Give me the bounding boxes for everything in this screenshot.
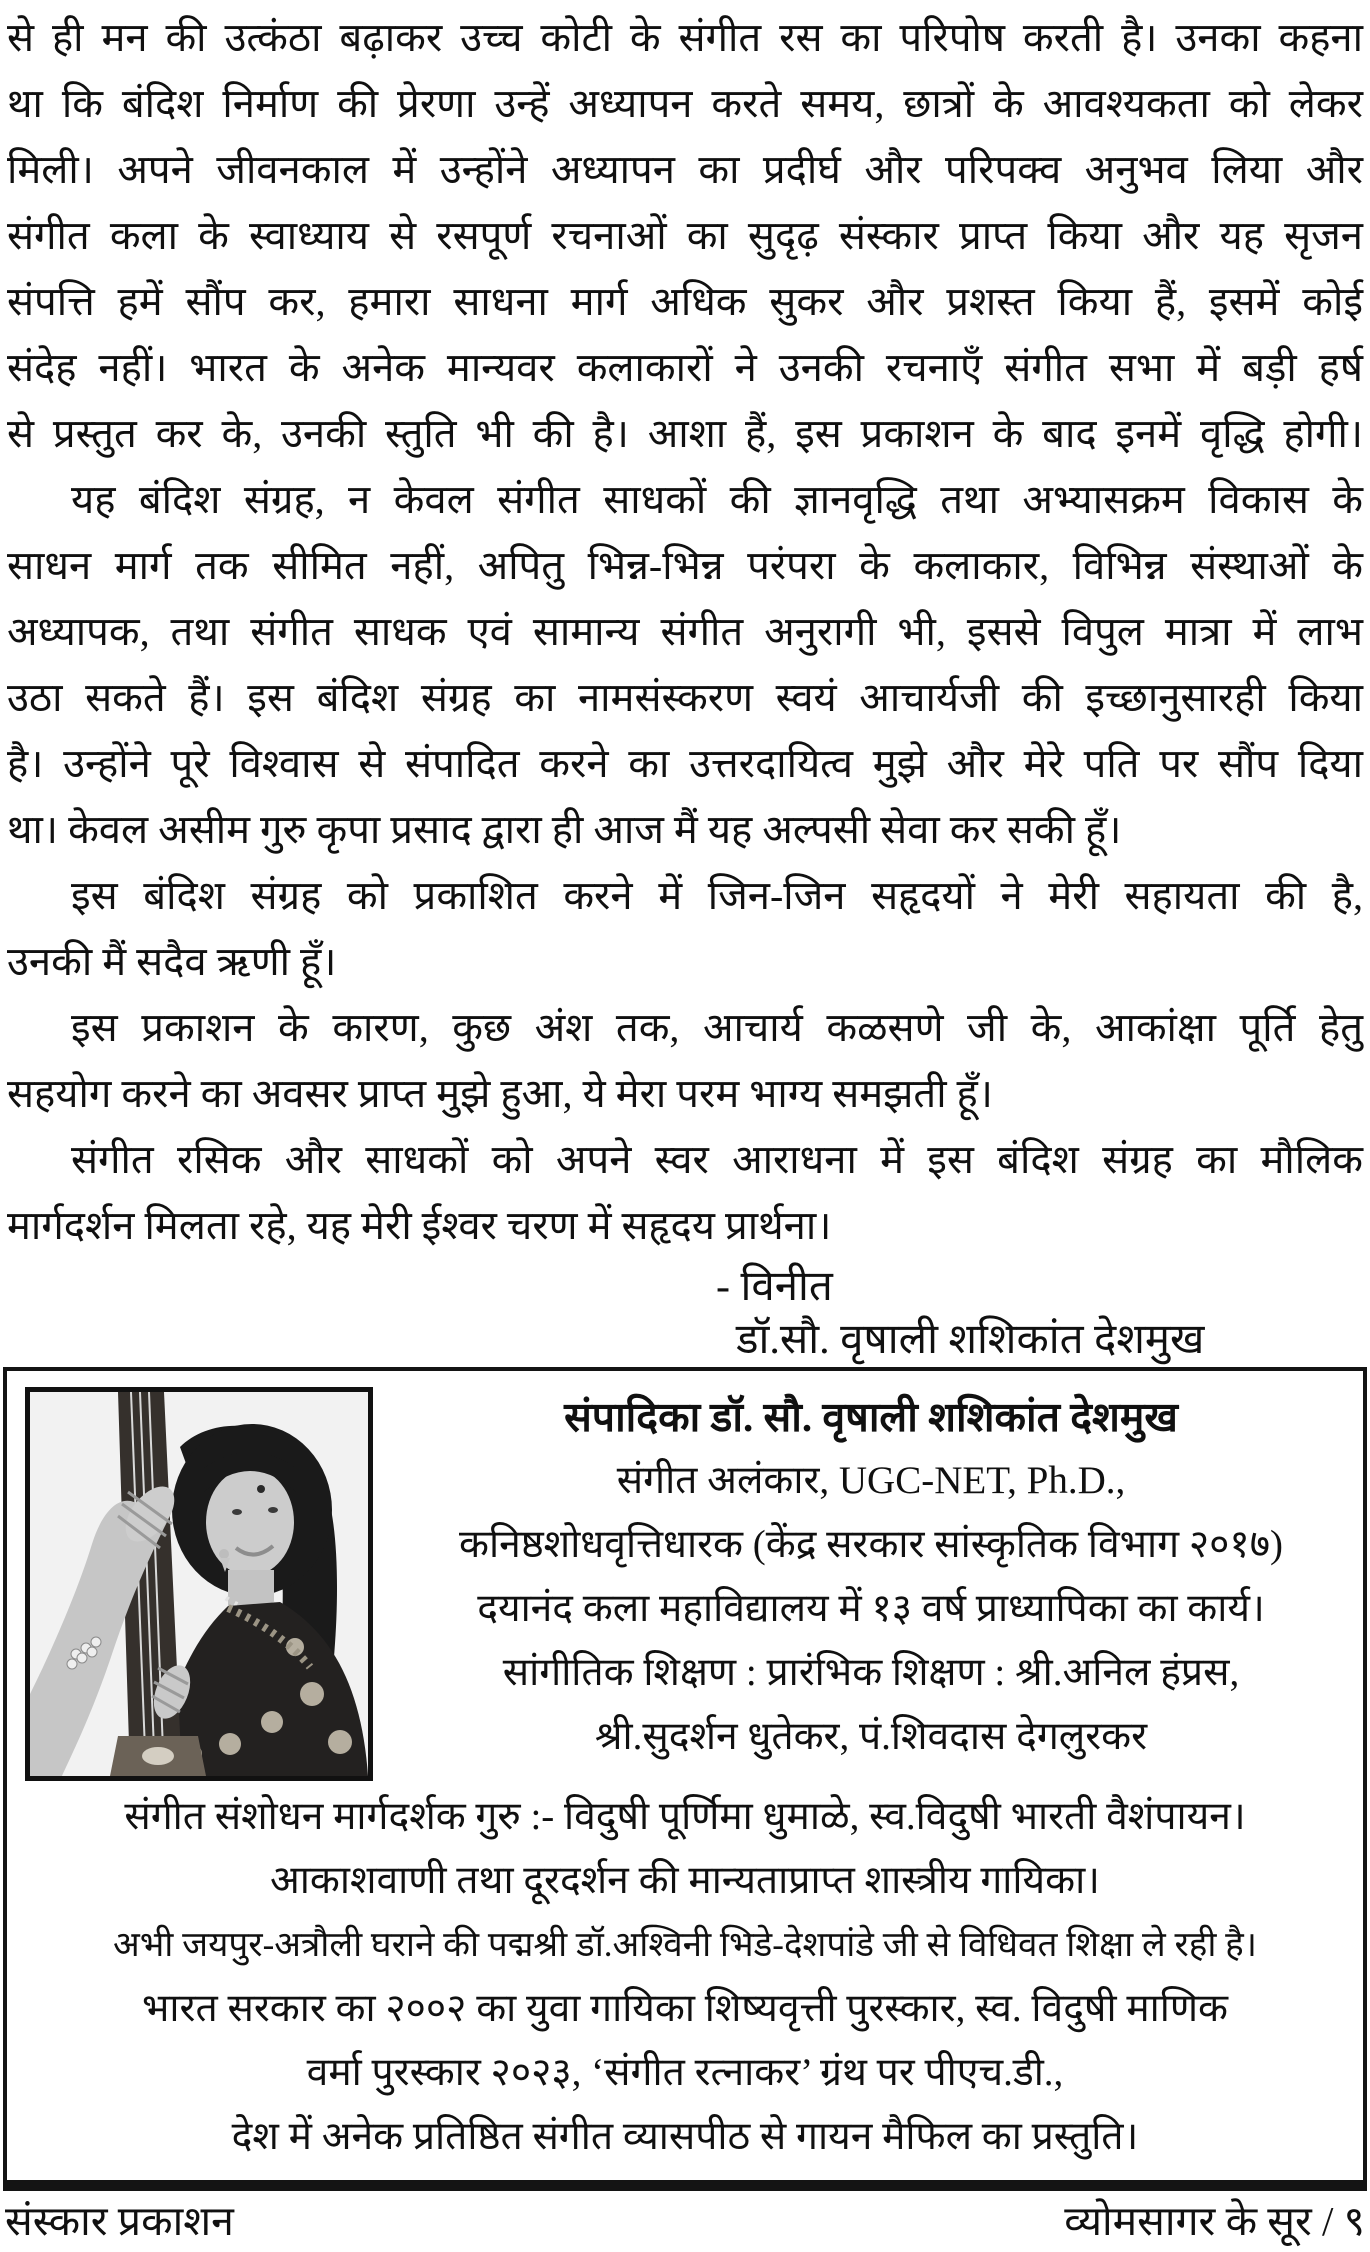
bio-line: आकाशवाणी तथा दूरदर्शन की मान्यताप्राप्त शास्त्रीय गायिका। [270,1859,1100,1902]
text-line: से प्रस्तुत कर के, उनकी स्तुति भी की है। आशा हैं, इस प्रकाशन के बाद इनमें वृद्धि होगी। [7,411,1363,456]
signature-salutation: - विनीत [716,1264,833,1310]
bio-line: सांगीतिक शिक्षण : प्रारंभिक शिक्षण : श्री.अनिल हंप्रस, [502,1651,1240,1694]
text-line: है। उन्होंने पूरे विश्वास से संपादित करने का उत्तरदायित्व मुझे और मेरे पति पर सौंप दिया [7,741,1363,786]
bio-line: अभी जयपुर-अत्रौली घराने की पद्मश्री डॉ.अश्विनी भिडे-देशपांडे जी से विधिवत शिक्षा ले रही है। [112,1925,1258,1964]
text-line: इस प्रकाशन के कारण, कुछ अंश तक, आचार्य कळसणे जी के, आकांक्षा पूर्ति हेतु [71,1005,1363,1050]
book-title-page-number: व्योमसागर के सूर / ९ [1064,2198,1365,2244]
page-footer [0,2191,1370,2252]
text-line: मिली। अपने जीवनकाल में उन्होंने अध्यापन का प्रदीर्घ और परिपक्व अनुभव लिया और [7,147,1363,192]
bio-line: देश में अनेक प्रतिष्ठित संगीत व्यासपीठ से गायन मैफिल का प्रस्तुति। [231,2115,1139,2158]
text-line: संगीत रसिक और साधकों को अपने स्वर आराधना में इस बंदिश संग्रह का मौलिक [71,1137,1363,1182]
editor-bio-box [3,1367,1367,2191]
text-line: संगीत कला के स्वाध्याय से रसपूर्ण रचनाओं का सुदृढ़ संस्कार प्राप्त किया और यह सृजन [7,213,1363,258]
text-line: था कि बंदिश निर्माण की प्रेरणा उन्हें अध्यापन करते समय, छात्रों के आवश्यकता को लेकर [7,81,1363,126]
text-line: उनकी मैं सदैव ऋणी हूँ। [7,939,337,984]
text-line: संदेह नहीं। भारत के अनेक मान्यवर कलाकारों ने उनकी रचनाएँ संगीत सभा में बड़ी हर्ष [7,345,1363,390]
bio-line: संगीत संशोधन मार्गदर्शक गुरु :- विदुषी पूर्णिमा धुमाळे, स्व.विदुषी भारती वैशंपायन। [124,1795,1246,1838]
text-line: उठा सकते हैं। इस बंदिश संग्रह का नामसंस्करण स्वयं आचार्यजी की इच्छानुसारही किया [7,675,1363,720]
bio-editor-name: संपादिका डॉ. सौ. वृषाली शशिकांत देशमुख [564,1394,1178,1440]
signature-block [0,1259,1370,1367]
bio-line: संगीत अलंकार, UGC-NET, Ph.D., [616,1459,1126,1502]
text-line: मार्गदर्शन मिलता रहे, यह मेरी ईश्वर चरण में सहृदय प्रार्थना। [7,1203,832,1248]
editor-photo [25,1387,373,1781]
text-line: से ही मन की उत्कंठा बढ़ाकर उच्च कोटी के संगीत रस का परिपोष करती है। उनका कहना [7,15,1363,60]
publisher-name: संस्कार प्रकाशन [5,2198,234,2244]
text-line: सहयोग करने का अवसर प्राप्त मुझे हुआ, ये मेरा परम भाग्य समझती हूँ। [7,1071,993,1116]
text-line: यह बंदिश संग्रह, न केवल संगीत साधकों की ज्ञानवृद्धि तथा अभ्यासक्रम विकास के [71,477,1363,522]
text-line: अध्यापक, तथा संगीत साधक एवं सामान्य संगीत अनुरागी भी, इससे विपुल मात्रा में लाभ [7,609,1363,654]
bio-line: दयानंद कला महाविद्यालय में १३ वर्ष प्राध्यापिका का कार्य। [477,1587,1265,1630]
editor-photo-illustration [30,1392,368,1776]
bio-line: वर्मा पुरस्कार २०२३, ‘संगीत रत्नाकर’ ग्रंथ पर पीएच.डी., [306,2051,1064,2094]
bio-line: श्री.सुदर्शन धुतेकर, पं.शिवदास देगलुरकर [594,1715,1148,1758]
bio-line: कनिष्ठशोधवृत्तिधारक (केंद्र सरकार सांस्कृतिक विभाग २०१७) [459,1523,1283,1566]
text-line: था। केवल असीम गुरु कृपा प्रसाद द्वारा ही आज मैं यह अल्पसी सेवा कर सकी हूँ। [7,807,1122,852]
text-line: संपत्ति हमें सौंप कर, हमारा साधना मार्ग अधिक सुकर और प्रशस्त किया हैं, इसमें कोई [7,279,1363,324]
text-line: इस बंदिश संग्रह को प्रकाशित करने में जिन-जिन सहृदयों ने मेरी सहायता की है, [71,873,1363,918]
signature-name: डॉ.सौ. वृषाली शशिकांत देशमुख [736,1317,1205,1363]
text-line: साधन मार्ग तक सीमित नहीं, अपितु भिन्न-भिन्न परंपरा के कलाकार, विभिन्न संस्थाओं के [7,543,1363,588]
bio-line: भारत सरकार का २००२ का युवा गायिका शिष्यवृत्ती पुरस्कार, स्व. विदुषी माणिक [142,1987,1228,2030]
